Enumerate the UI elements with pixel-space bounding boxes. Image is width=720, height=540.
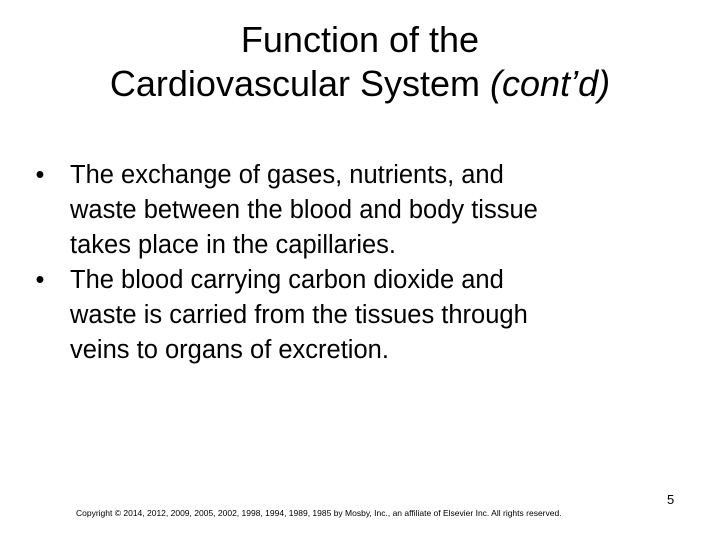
bullet-2-line-1: The blood carrying carbon dioxide and (70, 266, 504, 294)
bullet-text-1 (70, 158, 670, 263)
bullet-list (30, 158, 670, 368)
slide-title-suffix: (cont’d) (490, 63, 611, 104)
bullet-1-line-3: takes place in the capillaries. (70, 231, 397, 259)
bullet-marker: • (35, 161, 45, 189)
slide-title-line-1: Function of the (240, 19, 480, 60)
bullet-2-line-2: waste is carried from the tissues through (70, 301, 528, 329)
copyright-notice: Copyright © 2014, 2012, 2009, 2005, 2002, 1998, 1994, 1989, 1985 by Mosby, Inc., an affiliate of Elsevier Inc. All rights reserved. (76, 508, 562, 518)
page-number: 5 (667, 492, 675, 507)
bullet-marker: • (35, 266, 45, 294)
bullet-item-2 (30, 263, 670, 368)
slide-title-main: Cardiovascular System (109, 63, 481, 104)
bullet-1-line-2: waste between the blood and body tissue (70, 196, 538, 224)
slide-title (0, 18, 720, 106)
bullet-1-line-1: The exchange of gases, nutrients, and (70, 161, 504, 189)
bullet-2-line-3: veins to organs of excretion. (70, 336, 389, 364)
bullet-item-1 (30, 158, 670, 263)
bullet-text-2 (70, 263, 670, 368)
slide-title-line-2 (0, 62, 720, 106)
